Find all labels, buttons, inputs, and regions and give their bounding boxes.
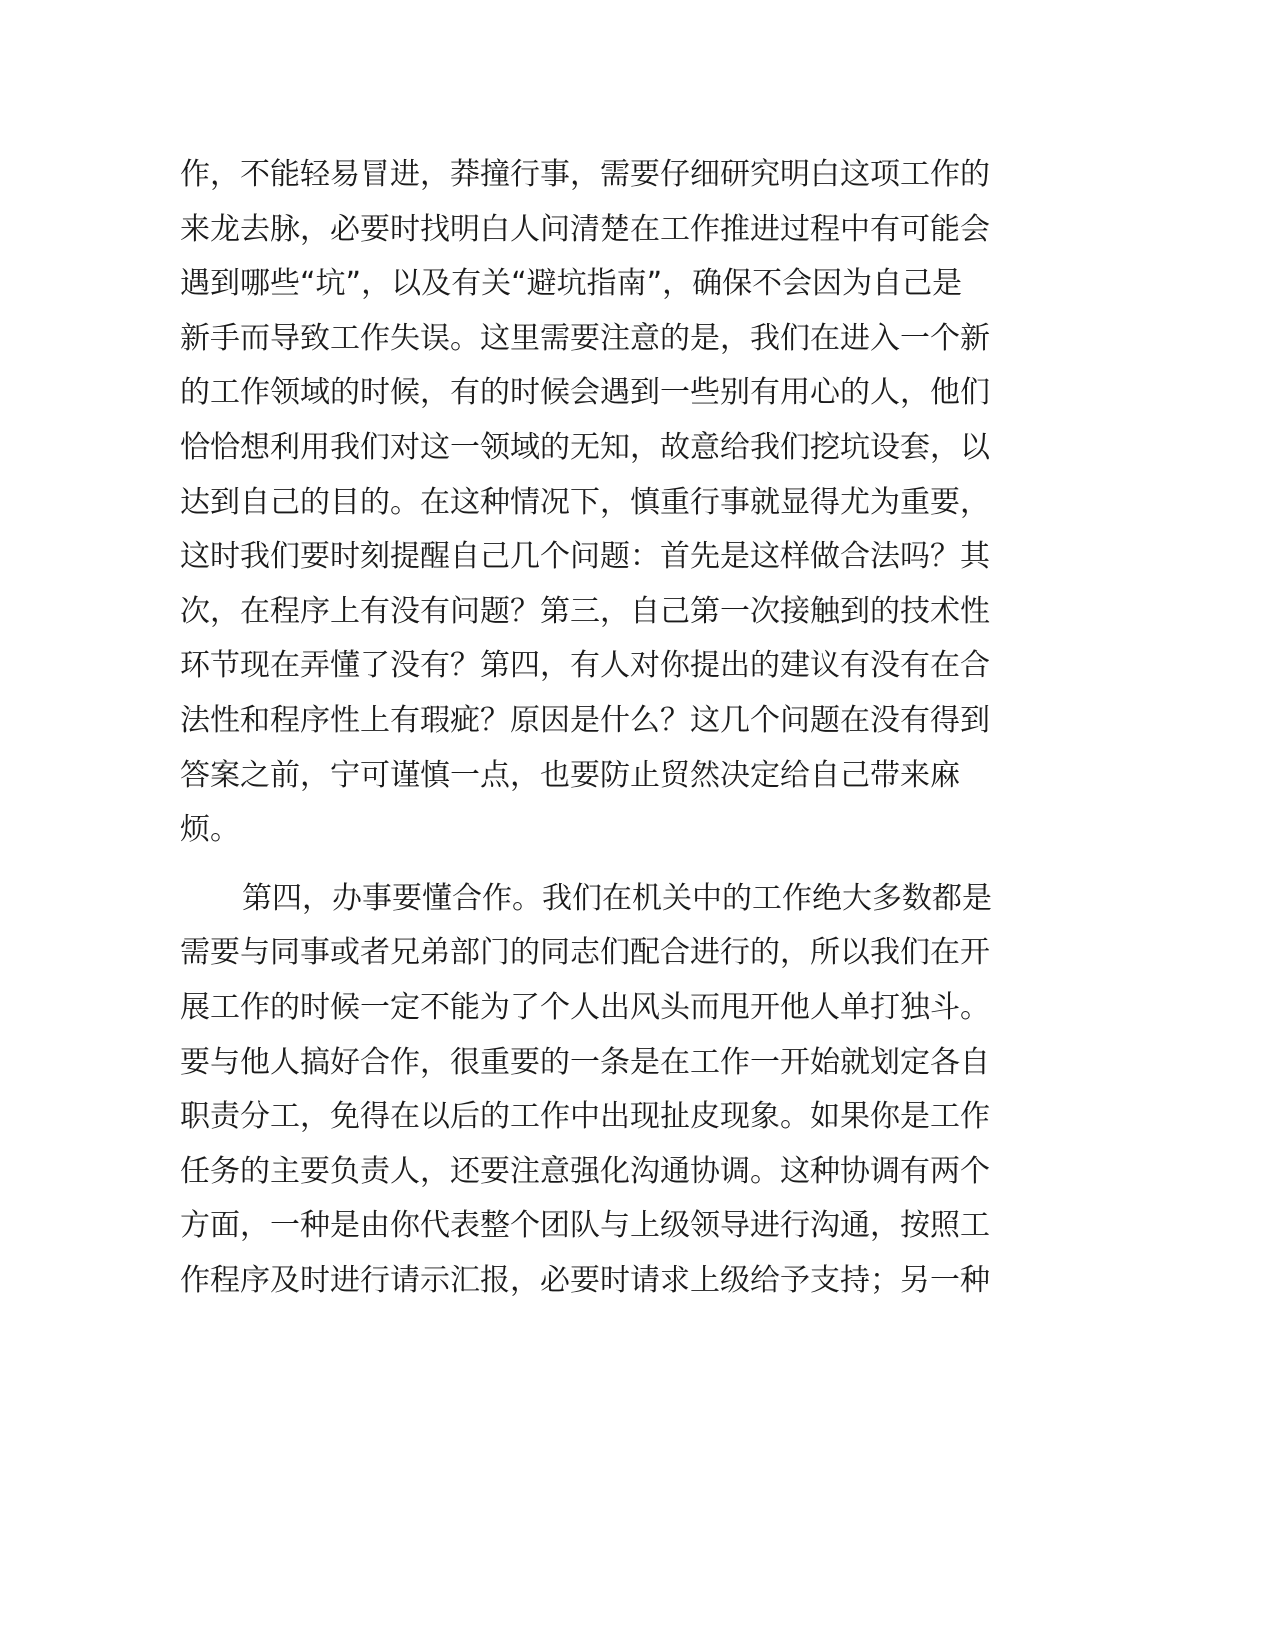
text-line: 第四，办事要懂合作。我们在机关中的工作绝大多数都是: [242, 880, 992, 916]
paragraph-spacer: [180, 858, 1040, 872]
text-line: 这时我们要时刻提醒自己几个问题：首先是这样做合法吗？其: [180, 539, 990, 575]
paragraph-1: [180, 148, 1040, 858]
text-line: 作，不能轻易冒进，莽撞行事，需要仔细研究明白这项工作的: [180, 157, 990, 192]
text-line: 遇到哪些“坑”，以及有关“避坑指南”，确保不会因为自己是: [180, 266, 963, 302]
text-line: 新手而导致工作失误。这里需要注意的是，我们在进入一个新: [180, 320, 990, 356]
text-line: 答案之前，宁可谨慎一点，也要防止贸然决定给自己带来麻: [180, 757, 960, 793]
text-line: 来龙去脉，必要时找明白人问清楚在工作推进过程中有可能会: [180, 211, 990, 247]
text-line: 方面，一种是由你代表整个团队与上级领导进行沟通，按照工: [180, 1208, 990, 1244]
text-line: 恰恰想利用我们对这一领域的无知，故意给我们挖坑设套，以: [180, 429, 990, 465]
body-text: [180, 148, 1040, 1308]
text-line: 的工作领域的时候，有的时候会遇到一些别有用心的人，他们: [180, 375, 990, 411]
text-line: 作程序及时进行请示汇报，必要时请求上级给予支持；另一种: [180, 1262, 990, 1298]
text-line: 次，在程序上有没有问题？第三，自己第一次接触到的技术性: [180, 593, 990, 629]
text-line: 需要与同事或者兄弟部门的同志们配合进行的，所以我们在开: [180, 935, 990, 971]
text-line: 法性和程序性上有瑕疵？原因是什么？这几个问题在没有得到: [180, 702, 990, 738]
paragraph-2: [180, 872, 1040, 1309]
text-line: 职责分工，免得在以后的工作中出现扯皮现象。如果你是工作: [180, 1099, 990, 1135]
text-line: 任务的主要负责人，还要注意强化沟通协调。这种协调有两个: [180, 1153, 990, 1189]
text-line: 达到自己的目的。在这种情况下，慎重行事就显得尤为重要，: [180, 484, 990, 520]
text-line: 环节现在弄懂了没有？第四，有人对你提出的建议有没有在合: [180, 648, 990, 684]
text-line: 烦。: [180, 812, 240, 848]
text-line: 要与他人搞好合作，很重要的一条是在工作一开始就划定各自: [180, 1044, 990, 1080]
text-line: 展工作的时候一定不能为了个人出风头而甩开他人单打独斗。: [180, 989, 990, 1025]
